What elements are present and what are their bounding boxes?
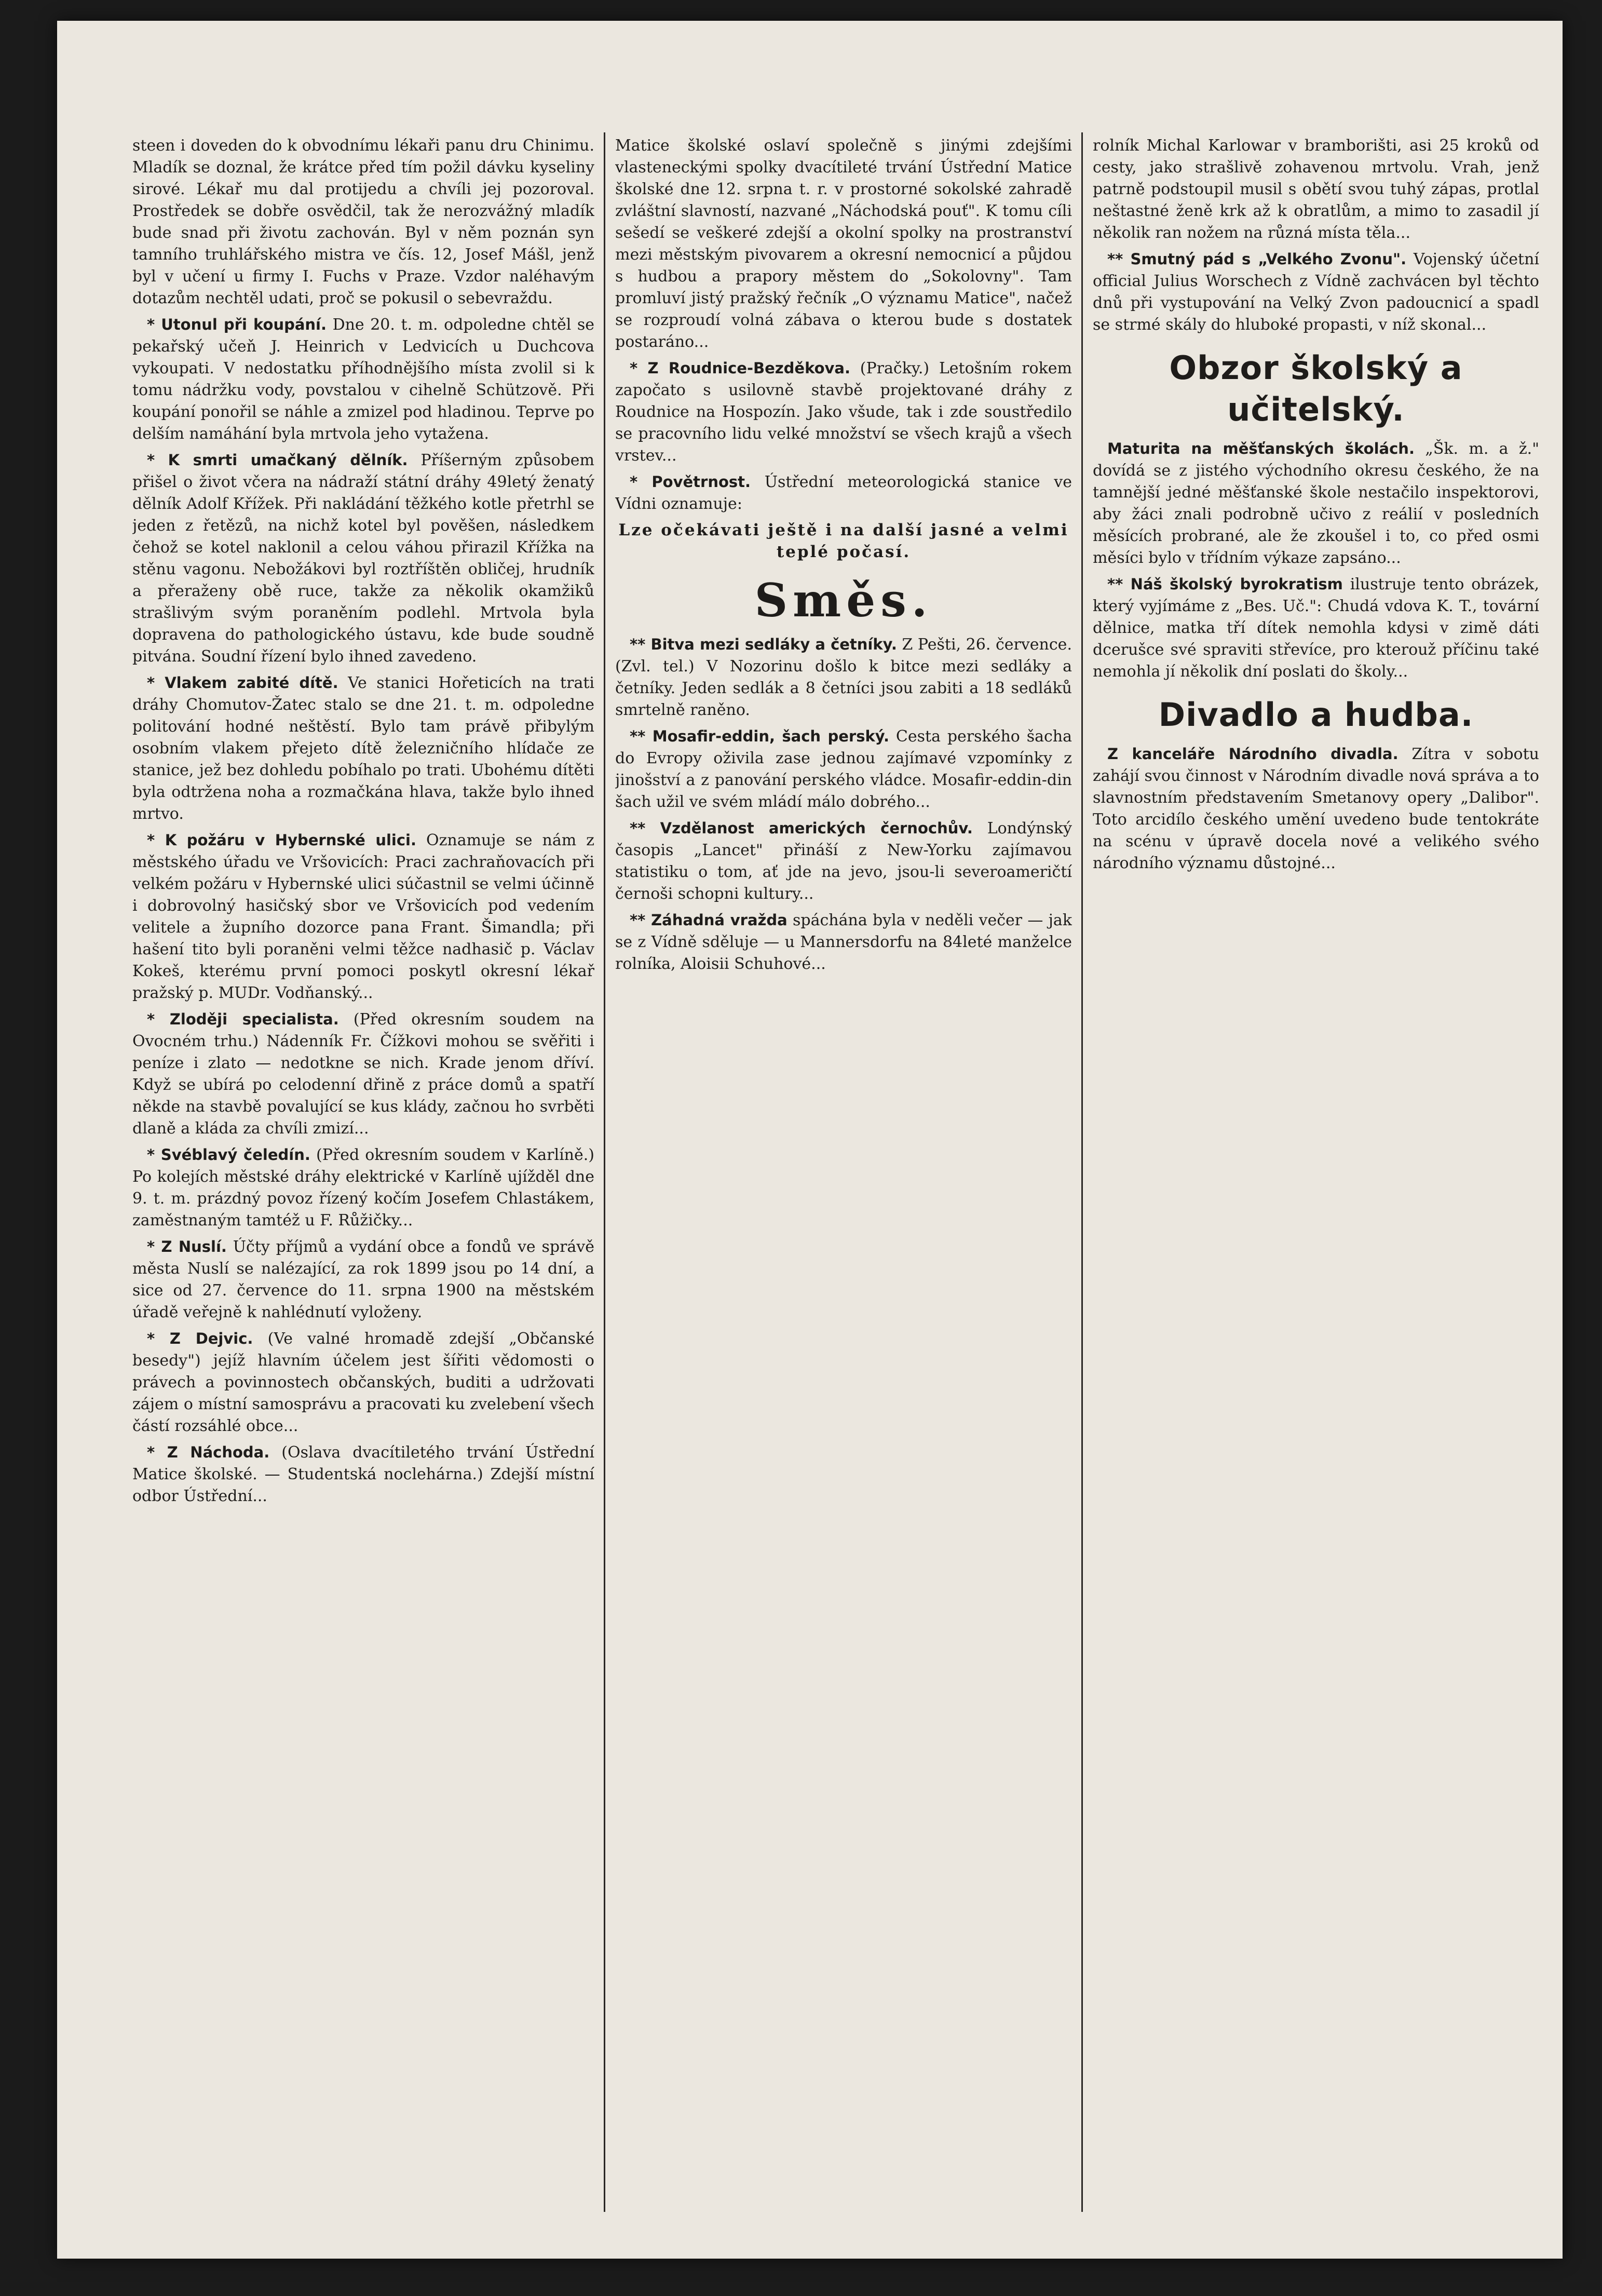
newspaper-page: [57, 21, 1563, 2259]
news-headline: ** Vzdělanost amerických černochův.: [630, 819, 973, 837]
news-item: [132, 1008, 594, 1140]
news-item: [132, 314, 594, 445]
news-headline: ** Záhadná vražda: [630, 911, 788, 929]
column-left: [132, 135, 594, 2217]
news-headline: * Svéblavý čeledín.: [147, 1146, 310, 1164]
news-item: [615, 357, 1072, 467]
news-text: Zítra v sobotu zahájí svou činnost v Národním divadle nová správa a to slavnostním představením Smetanovy opery „Dalibor". Toto arcidílo českého umění uvedeno bude tentokráte na scénu v úpravě docela nové a velikého svého národního významu důstojné...: [1093, 745, 1539, 872]
news-item: [1093, 573, 1539, 683]
section-heading-school: Obzor školský a učitelský.: [1169, 349, 1463, 428]
news-text: Vojenský účetní official Julius Worschech z Vídně zachvácen byl těchto dnů při vystupování na Velký Zvon padoucnicí a spadl se strmé skály do hluboké propasti, v níž skonal...: [1093, 250, 1539, 334]
news-text: „Šk. m. a ž." dovídá se z jistého východního okresu českého, že na tamnější jedné měšťanské škole nestačilo inspektorovi, aby žáci znali podrobně učivo z reálií v posledních měsících probrané, ale že zkoušel i to, co před osmi měsíci bylo v třídním výkaze zapsáno...: [1093, 440, 1539, 567]
column-rule: [604, 132, 605, 2212]
news-text: Účty příjmů a vydání obce a fondů ve správě města Nuslí se nalézající, za rok 1899 jsou po 14 dní, a sice od 27. července do 11. srpna 1900 na městském úřadě veřejně k nahlédnutí vyloženy.: [132, 1238, 594, 1321]
news-text: (Ve valné hromadě zdejší „Občanské besedy") jejíž hlavním účelem jest šířiti vědomosti o právech a povinnostech občanských, buditi a udržovati zájem o místní samosprávu a pracovati ku zvelebení všech částí rozsáhlé obce...: [132, 1330, 594, 1435]
news-item: [615, 817, 1072, 905]
news-headline: ** Mosafir-eddin, šach perský.: [630, 727, 890, 745]
news-headline: * K požáru v Hybernské ulici.: [147, 831, 416, 849]
news-item: [132, 1328, 594, 1437]
news-item: [1093, 743, 1539, 874]
news-headline: * Utonul při koupání.: [147, 316, 327, 333]
article-continuation: rolník Michal Karlowar v bramborišti, asi 25 kroků od cesty, jako strašlivě zohavenou mrtvolu. Vrah, jenž patrně podstoupil musil s obětí svou tuhý zápas, protlal neštastné ženě krk až k obratlům, a mimo to zasadil jí několik ran nožem na různá místa těla...: [1093, 137, 1539, 242]
news-item: [615, 633, 1072, 721]
news-headline: * Z Náchoda.: [147, 1443, 270, 1461]
news-item: [1093, 438, 1539, 569]
news-headline: * Z Nuslí.: [147, 1238, 227, 1255]
news-text: Londýnský časopis „Lancet" přináší z New-Yorku zajímavou statistiku o tom, ať jde na jevo, jsou-li severoameričtí černoši schopni kultury...: [615, 819, 1072, 903]
news-text: ilustruje tento obrázek, který vyjímáme z „Bes. Uč.": Chudá vdova K. T., tovární dělnice, matka tří dítek nemohla kdysi v zimě dáti dcerušce své spraviti střevíce, pro kterouž příčinu také nemohla jí několik dní poslati do školy...: [1093, 575, 1539, 681]
news-item: [132, 829, 594, 1004]
column-rule: [1081, 132, 1083, 2212]
news-headline: ** Smutný pád s „Velkého Zvonu".: [1107, 250, 1407, 268]
news-item: [132, 1236, 594, 1323]
news-headline: * Vlakem zabité dítě.: [147, 674, 338, 692]
news-item: [615, 725, 1072, 813]
news-text: (Oslava dvacítiletého trvání Ústřední Matice školské. — Studentská noclehárna.) Zdejší místní odbor Ústřední...: [132, 1443, 594, 1505]
news-headline: Maturita na měšťanských školách.: [1107, 440, 1415, 457]
news-headline: Z kanceláře Národního divadla.: [1107, 745, 1399, 763]
column-middle: [615, 135, 1072, 2217]
news-text: Oznamuje se nám z městského úřadu ve Vršovicích: Praci zachraňovacích při velkém požáru v Hybernské ulici súčastnil se velmi účinně i dobrovolný hasičský sbor ve Vršovicích pod vedením velitele a župního dozorce pana Frant. Šimandla; při hašení tito byli poraněni velmi těžce nadhasič p. Václav Kokeš, kterému první pomoci poskytl okresní lékař pražský p. MUDr. Vodňanský...: [132, 831, 594, 1002]
news-text: Z Pešti, 26. července. (Zvl. tel.) V Nozorinu došlo k bitce mezi sedláky a četníky. Jeden sedlák a 8 četníci jsou zabiti a 18 sedláků smrtelně raněno.: [615, 636, 1072, 719]
news-text: Cesta perského šacha do Evropy oživila zase jednou zajímavé vzpomínky z jinošství a z panování perského vládce. Mosafir-eddin-din šach užil ve svém mládí málo dobrého...: [615, 727, 1072, 811]
news-headline: * Z Dejvic.: [147, 1330, 253, 1347]
news-headline: * Z Roudnice-Bezděkova.: [630, 359, 851, 377]
weather-forecast: Lze očekávati ještě i na další jasné a velmi teplé počasí.: [618, 521, 1069, 561]
news-text: (Před okresním soudem na Ovocném trhu.) Nádenník Fr. Čížkovi mohou se svěřiti i peníze i zlato — nedotkne se nich. Krade jenom dříví. Když se ubírá po celodenní dřině z práce domů a spatří někde na stavbě povalující se kus klády, začnou ho svrběti dlaně a kláda za chvíli zmizí...: [132, 1010, 594, 1138]
news-headline: * Povětrnost.: [630, 473, 751, 491]
news-text: spáchána byla v neděli večer — jak se z Vídně sděluje — u Mannersdorfu na 84leté manželce rolníka, Aloisii Schuhové...: [615, 911, 1072, 973]
news-headline: ** Náš školský byrokratism: [1107, 575, 1343, 593]
section-heading-theatre: Divadlo a hudba.: [1158, 696, 1474, 734]
news-headline: * K smrti umačkaný dělník.: [147, 451, 408, 469]
news-headline: ** Bitva mezi sedláky a četníky.: [630, 636, 897, 653]
news-item: [132, 1144, 594, 1232]
news-text: (Před okresním soudem v Karlíně.) Po kolejích městské dráhy elektrické v Karlíně ujížděl dne 9. t. m. prázdný povoz řízený kočím Josefem Chlastákem, zaměstnaným tamtéž u F. Růžičky...: [132, 1146, 594, 1230]
news-item: [132, 449, 594, 668]
news-text: Ústřední meteorologická stanice ve Vídni oznamuje:: [615, 473, 1072, 513]
news-text: Ve stanici Hořeticích na trati dráhy Chomutov-Žatec stalo se dne 21. t. m. odpoledne politování hodné neštěstí. Bylo tam právě přibylým osobním vlakem přejeto dítě železničního hlídače ze stanice, jež bez dohledu pobíhalo po trati. Ubohému dítěti byla odtržena noha a rozmačkána hlava, takže bylo ihned mrtvo.: [132, 674, 594, 823]
article-continuation: Matice školské oslaví společně s jinými zdejšími vlasteneckými spolky dvacítileté trvání Ústřední Matice školské dne 12. srpna t. r. v prostorné sokolské zahradě zvláštní slavností, nazvané „Náchodská pouť". K tomu cíli sešedí se veškeré zdejší a okolní spolky na prostranství mezi městským pivovarem a okresní nemocnicí a půjdou s hudbou a prapory městem do „Sokolovny". Tam promluví jistý pražský řečník „O významu Matice", načež se rozproudí volná zábava o kterou bude s dostatek postaráno...: [615, 137, 1072, 351]
news-item: [132, 1441, 594, 1507]
news-headline: * Zloději specialista.: [147, 1010, 339, 1028]
news-item: [615, 909, 1072, 975]
news-text: Příšerným způsobem přišel o život včera na nádraží státní dráhy 49letý ženatý dělník Adolf Křížek. Při nakládání těžkého kotle přetrhl se jeden z řetězů, na nichž kotel byl pověšen, následkem čehož se kotel naklonil a celou váhou přirazil Křížka na stěnu vagonu. Nebožákovi byl roztříštěn obličej, hrudník a přeraženy obě ruce, takže za několik okamžiků strašlivým svým poraněním podlehl. Mrtvola byla dopravena do pathologického ústavu, kde bude soudně pitvána. Soudní řízení bylo ihned zavedeno.: [132, 451, 594, 666]
section-heading-smes: Směs.: [754, 573, 933, 627]
news-text: (Pračky.) Letošním rokem započato s usilovně stavbě projektované dráhy z Roudnice na Hospozín. Jako všude, tak i zde soustředilo se pracovního lidu velké množství se všech krajů a všech vrstev...: [615, 359, 1072, 465]
news-text: Dne 20. t. m. odpoledne chtěl se pekařský učeň J. Heinrich v Ledvicích u Duchcova vykoupati. V nedostatku příhodnějšího místa zvolil si k tomu nádržku vody, povstalou v cihelně Schützově. Při koupání ponořil se náhle a zmizel pod hladinou. Teprve po delším namáhání byla mrtvola jeho vytažena.: [132, 316, 594, 443]
news-item: [615, 471, 1072, 515]
news-item: [1093, 248, 1539, 336]
article-continuation: steen i doveden do k obvodnímu lékaři panu dru Chinimu. Mladík se doznal, že krátce před tím požil dávku kyseliny sirové. Lékař mu dal protijedu a chvíli jej pozoroval. Prostředek se dobře osvědčil, tak že nerozvážný mladík bude snad při životu zachován. Byl v něm poznán syn tamního truhlářského mistra ve čís. 12, Josef Mášl, jenž byl v učení u firmy I. Fuchs v Praze. Vzdor naléhavým dotazům nechtěl udati, proč se pokusil o sebevraždu.: [132, 137, 594, 307]
column-right: [1093, 135, 1539, 2217]
news-item: [132, 672, 594, 825]
